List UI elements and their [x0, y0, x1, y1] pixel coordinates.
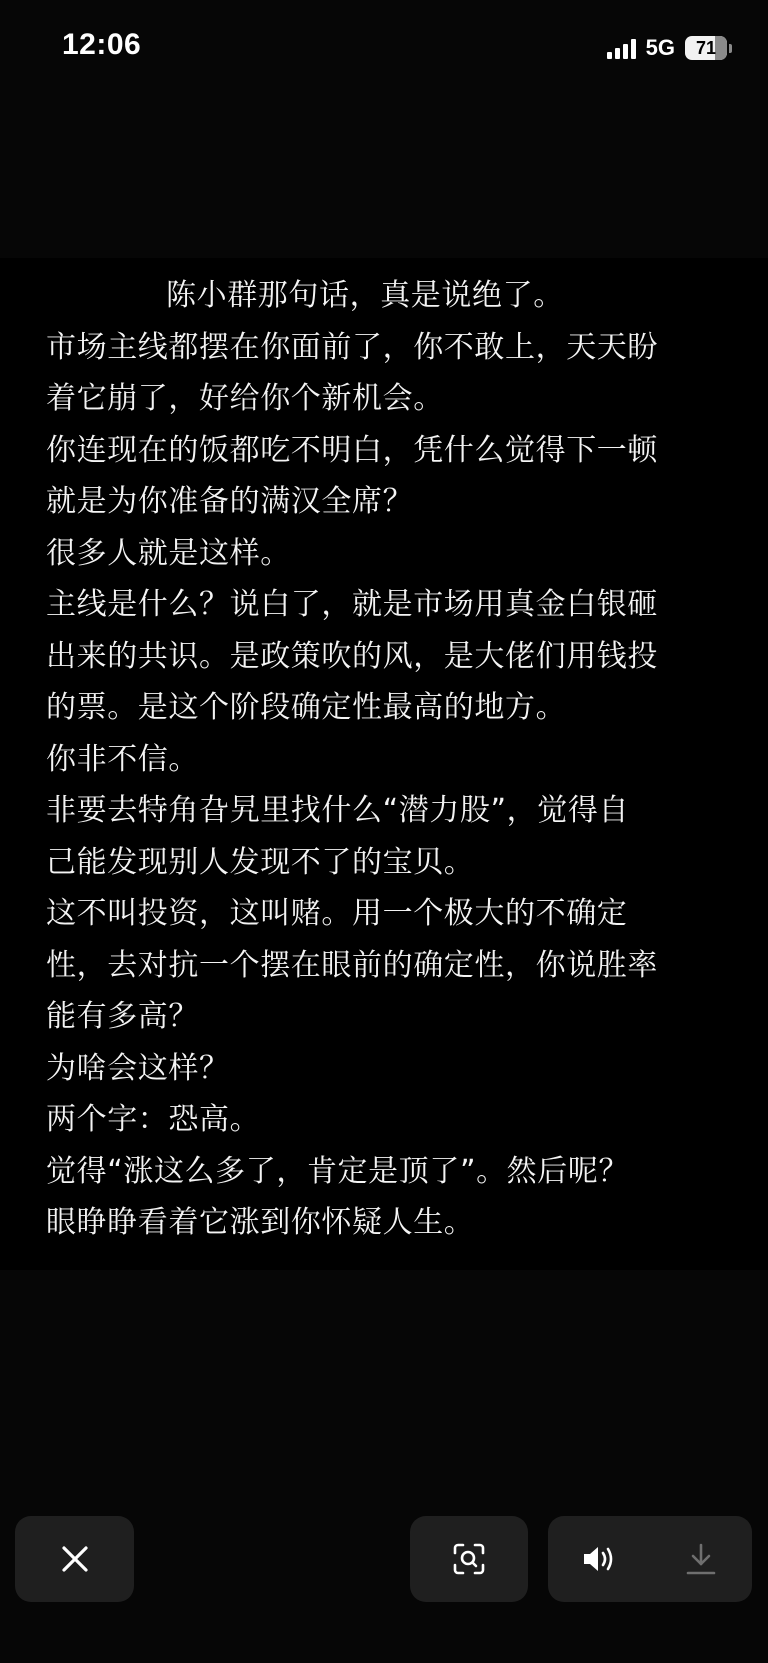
text-line: 眼睁睁看着它涨到你怀疑人生。 [46, 1205, 475, 1240]
text-line: 着它崩了，好给你个新机会。 [46, 381, 444, 416]
cellular-signal-icon [607, 37, 636, 59]
status-time: 12:06 [62, 28, 142, 61]
scan-icon [444, 1534, 494, 1584]
text-title: 陈小群那句话，真是说绝了。 [166, 278, 564, 313]
scan-button[interactable] [410, 1516, 528, 1602]
text-line: 性，去对抗一个摆在眼前的确定性，你说胜率 [46, 947, 658, 983]
media-actions [548, 1516, 752, 1602]
text-line: 就是为你准备的满汉全席？ [46, 484, 414, 519]
network-type: 5G [645, 35, 675, 60]
text-line: 的票。是这个阶段确定性最高的地方。 [46, 690, 567, 725]
text-line: 为啥会这样？ [46, 1050, 230, 1086]
text-line: 很多人就是这样。 [46, 535, 291, 571]
text-line: 两个字：恐高。 [46, 1102, 261, 1137]
text-line: 出来的共识。是政策吹的风，是大佬们用钱投 [46, 638, 658, 674]
close-button[interactable] [15, 1516, 134, 1602]
status-indicators [607, 33, 732, 63]
text-line: 主线是什么？说白了，就是市场用真金白银砸 [46, 587, 658, 622]
text-line: 你非不信。 [46, 741, 199, 777]
battery-icon [685, 36, 727, 60]
status-bar [0, 0, 768, 100]
text-line: 你连现在的饭都吃不明白，凭什么觉得下一顿 [46, 432, 658, 468]
text-line: 能有多高？ [46, 999, 199, 1034]
displayed-image[interactable] [0, 258, 768, 1270]
text-line: 这不叫投资，这叫赌。用一个极大的不确定 [46, 896, 628, 931]
battery-level: 71 [695, 37, 717, 58]
text-line: 觉得“涨这么多了，肯定是顶了”。然后呢？ [46, 1153, 630, 1189]
speaker-icon[interactable] [574, 1534, 624, 1584]
close-icon [50, 1534, 100, 1584]
image-text-block [46, 270, 732, 1249]
text-line: 己能发现别人发现不了的宝贝。 [46, 844, 475, 880]
text-line: 市场主线都摆在你面前了，你不敢上，天天盼 [46, 329, 658, 365]
text-line: 非要去特角旮旯里找什么“潜力股”，觉得自 [46, 793, 630, 828]
download-icon[interactable] [676, 1534, 726, 1584]
